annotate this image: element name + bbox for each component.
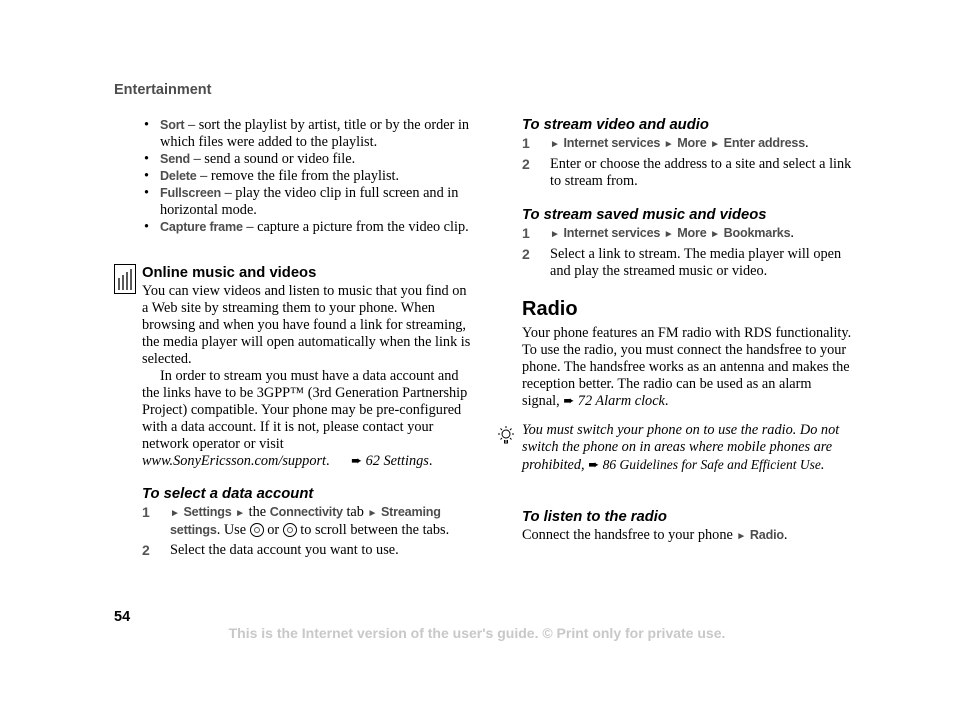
menu-term-send: Send — [160, 152, 190, 166]
menu-internet-services: Internet services — [563, 226, 661, 240]
options-list — [142, 117, 474, 236]
step-item — [522, 156, 858, 190]
submenu-arrow-icon: ► — [170, 508, 180, 519]
page-number: 54 — [114, 609, 131, 625]
step-text: Select the data account you want to use. — [170, 542, 399, 558]
paragraph-text: . — [428, 453, 433, 469]
section-title: Entertainment — [114, 82, 212, 98]
paragraph-text: In order to stream you must have a data account and the links have to be 3GPP™ (3rd Generation Partnership Project) compatible. Your phone may be pre-configured with a data account. If it is not, please contact your network operator or visit — [142, 368, 468, 452]
menu-settings: Settings — [183, 505, 232, 519]
step-text: tab — [342, 504, 368, 520]
step-text: the — [245, 504, 270, 520]
stream-saved-heading: To stream saved music and videos — [522, 207, 767, 223]
step-number: 1 — [522, 135, 530, 151]
step-text: to scroll between the tabs. — [296, 522, 450, 538]
online-paragraph-2 — [142, 368, 474, 470]
step-number: 2 — [522, 246, 530, 262]
stream-saved-steps — [522, 225, 858, 280]
step-number: 1 — [142, 504, 150, 520]
select-data-account-heading: To select a data account — [142, 486, 314, 502]
select-data-account-steps — [142, 504, 478, 559]
radio-tip — [522, 422, 852, 474]
tip-lightbulb-icon — [497, 425, 515, 445]
submenu-arrow-icon: ► — [736, 531, 747, 542]
tip-text: You must switch your phone on to use the radio. Do not switch the phone on in areas where mobile phones are prohibited, — [522, 422, 840, 473]
streaming-icon — [114, 264, 136, 294]
submenu-arrow-icon: ► — [710, 139, 721, 150]
paragraph-text: . — [664, 393, 669, 409]
menu-more: More — [677, 226, 707, 240]
step-number: 2 — [142, 542, 150, 558]
menu-term-delete: Delete — [160, 169, 197, 183]
step-number: 2 — [522, 156, 530, 172]
step-text: . — [783, 527, 788, 543]
menu-internet-services: Internet services — [563, 136, 661, 150]
pointer-arrow-icon: ➨ — [588, 458, 600, 473]
listen-radio-heading: To listen to the radio — [522, 509, 667, 525]
submenu-arrow-icon: ► — [550, 139, 560, 150]
menu-more: More — [677, 136, 707, 150]
submenu-arrow-icon: ► — [367, 508, 378, 519]
list-item — [142, 168, 474, 185]
step-text: Select a link to stream. The media player will open and play the streamed music or video. — [550, 246, 842, 279]
list-item — [142, 151, 474, 168]
list-item — [142, 117, 474, 151]
menu-term-capture-frame: Capture frame — [160, 220, 243, 234]
menu-term-fullscreen: Fullscreen — [160, 186, 221, 200]
submenu-arrow-icon: ► — [663, 139, 674, 150]
paragraph-text: Your phone features an FM radio with RDS functionality. To use the radio, you must connect the handsfree to your phone. The handsfree works as an antenna and makes the reception better. The radio can be used as an alarm signal, — [522, 325, 852, 409]
step-text: . Use — [216, 522, 250, 538]
submenu-arrow-icon: ► — [663, 229, 674, 240]
step-item — [522, 246, 858, 280]
list-item — [142, 219, 474, 236]
step-text: Connect the handsfree to your phone — [522, 527, 737, 543]
navigation-key-right-icon — [283, 523, 297, 537]
step-item — [522, 225, 858, 243]
list-item-text: – capture a picture from the video clip. — [242, 219, 469, 235]
submenu-arrow-icon: ► — [235, 508, 246, 519]
list-item-text: – play the video clip in full screen and in horizontal mode. — [160, 185, 459, 218]
radio-heading: Radio — [522, 298, 578, 320]
pointer-arrow-icon: ➨ — [563, 394, 575, 409]
support-link[interactable]: www.SonyEricsson.com/support — [142, 453, 327, 469]
step-text: . — [790, 225, 794, 241]
stream-video-audio-heading: To stream video and audio — [522, 117, 709, 133]
step-text: . — [805, 135, 809, 151]
step-item — [142, 504, 478, 539]
step-number: 1 — [522, 225, 530, 241]
listen-radio-text — [522, 527, 858, 545]
radio-paragraph — [522, 325, 852, 410]
menu-bookmarks: Bookmarks — [723, 226, 791, 240]
paragraph-text: . — [326, 453, 334, 469]
tip-text: . — [820, 457, 825, 473]
submenu-arrow-icon: ► — [710, 229, 721, 240]
footer-notice: This is the Internet version of the user's guide. © Print only for private use. — [228, 625, 726, 641]
step-item — [522, 135, 858, 153]
menu-radio: Radio — [749, 528, 784, 542]
online-music-heading: Online music and videos — [142, 265, 317, 281]
step-text: Enter or choose the address to a site and select a link to stream from. — [550, 156, 852, 189]
pointer-arrow-icon: ➨ — [351, 454, 363, 469]
menu-term-sort: Sort — [160, 118, 185, 132]
step-text: or — [263, 522, 283, 538]
list-item-text: – send a sound or video file. — [190, 151, 356, 167]
list-item — [142, 185, 474, 219]
online-paragraph-1: You can view videos and listen to music that you find on a Web site by streaming them to your phone. When browsing and when you have found a link for streaming, the media player will open automatically when the link is selected. — [142, 283, 471, 367]
navigation-key-left-icon — [250, 523, 264, 537]
menu-connectivity: Connectivity — [269, 505, 343, 519]
guidelines-page-reference[interactable]: 86 Guidelines for Safe and Efficient Use — [602, 457, 821, 472]
list-item-text: – remove the file from the playlist. — [196, 168, 400, 184]
list-item-text: – sort the playlist by artist, title or by the order in which files were added to the playlist. — [160, 117, 470, 150]
menu-streaming-settings: Streaming settings — [170, 505, 441, 537]
stream-video-audio-steps — [522, 135, 858, 190]
alarm-clock-page-reference[interactable]: 72 Alarm clock — [577, 393, 665, 409]
submenu-arrow-icon: ► — [550, 229, 560, 240]
settings-page-reference[interactable]: 62 Settings — [365, 453, 429, 469]
step-item — [142, 542, 478, 559]
menu-enter-address: Enter address — [723, 136, 806, 150]
